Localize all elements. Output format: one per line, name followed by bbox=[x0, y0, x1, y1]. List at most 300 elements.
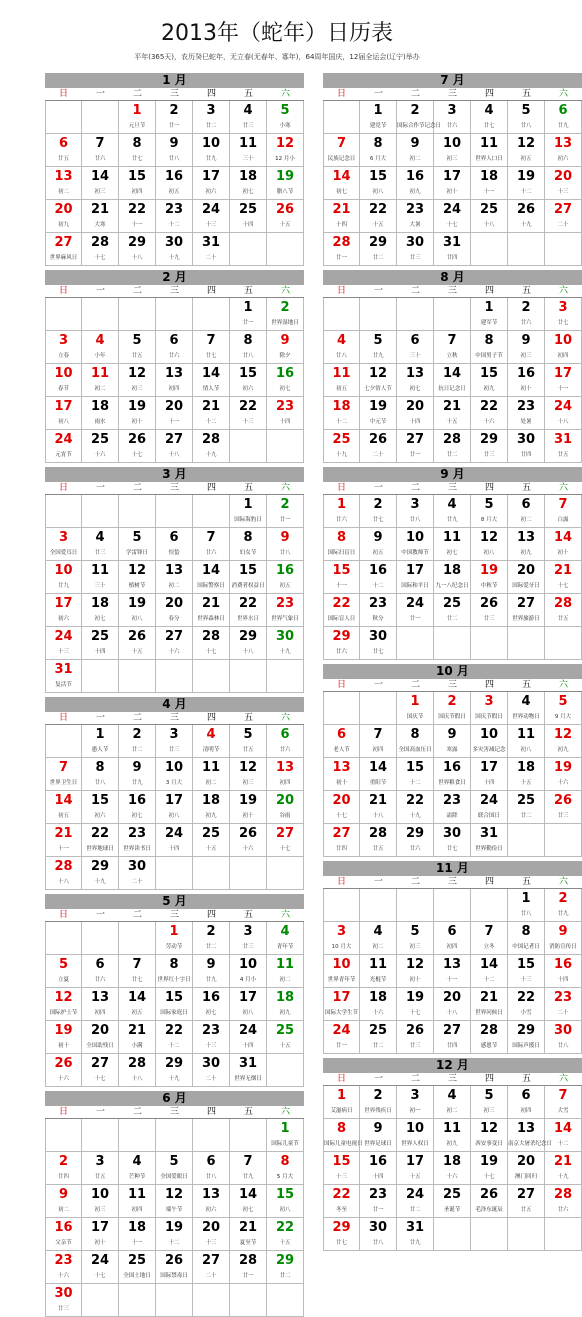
day-number: 23 bbox=[54, 1253, 73, 1268]
day-number: 2 bbox=[132, 727, 142, 742]
day-number: 8 bbox=[280, 1154, 290, 1169]
day-cell bbox=[471, 955, 508, 988]
day-note: 妇女节 bbox=[239, 550, 257, 556]
day-number: 19 bbox=[164, 1220, 184, 1235]
day-number: 3 bbox=[447, 103, 457, 118]
weekday-header: 二 bbox=[397, 482, 434, 495]
day-cell bbox=[508, 594, 545, 627]
weekday-header: 四 bbox=[193, 88, 230, 101]
day-cell bbox=[119, 594, 156, 627]
day-cell bbox=[397, 889, 434, 922]
day-number: 9 bbox=[280, 333, 290, 348]
day-cell bbox=[267, 1152, 304, 1185]
day-number: 7 bbox=[58, 760, 69, 775]
day-note: 廿四 bbox=[57, 1174, 69, 1180]
day-number: 14 bbox=[553, 1121, 573, 1136]
day-cell bbox=[119, 200, 156, 233]
weekday-header: 三 bbox=[434, 88, 471, 101]
day-number: 16 bbox=[405, 169, 425, 184]
day-note: 十一 bbox=[168, 419, 180, 425]
day-number: 18 bbox=[127, 1220, 147, 1235]
day-note: 10 月大 bbox=[331, 944, 352, 950]
day-cell bbox=[545, 430, 582, 463]
day-cell bbox=[434, 1185, 471, 1218]
day-number: 9 bbox=[410, 136, 420, 151]
day-number: 9 bbox=[169, 136, 179, 151]
day-cell bbox=[434, 397, 471, 430]
day-cell bbox=[323, 167, 360, 200]
day-number: 15 bbox=[332, 1154, 351, 1169]
day-number: 11 bbox=[238, 136, 258, 151]
weekday-header: 四 bbox=[471, 679, 508, 692]
day-note: 廿六 bbox=[168, 353, 180, 359]
day-number: 15 bbox=[238, 563, 258, 578]
weekday-header: 一 bbox=[360, 876, 397, 889]
day-number: 29 bbox=[238, 629, 258, 644]
day-note: 十四 bbox=[94, 649, 106, 655]
day-note: 廿八 bbox=[520, 123, 532, 129]
day-note: 廿三 bbox=[557, 813, 569, 819]
day-number: 6 bbox=[410, 333, 420, 348]
day-cell bbox=[230, 758, 267, 791]
day-note: 国际大学生节 bbox=[324, 1010, 358, 1016]
day-note: 初二 bbox=[168, 583, 180, 589]
month-block bbox=[45, 894, 304, 1087]
day-number: 26 bbox=[275, 202, 295, 217]
day-cell bbox=[193, 1152, 230, 1185]
day-note: 劳动节 bbox=[165, 944, 183, 950]
day-cell bbox=[545, 1119, 582, 1152]
day-cell bbox=[230, 331, 267, 364]
day-note: 廿八 bbox=[409, 517, 421, 523]
day-note: 廿二 bbox=[131, 747, 143, 753]
day-number: 15 bbox=[275, 1187, 295, 1202]
day-note: 初九 bbox=[409, 189, 421, 195]
day-note: 世界地球日 bbox=[86, 846, 114, 852]
day-note: 十三 bbox=[205, 1240, 217, 1246]
day-note: 廿一 bbox=[242, 1273, 254, 1279]
day-cell bbox=[267, 988, 304, 1021]
day-cell bbox=[267, 298, 304, 331]
day-note: 廿九 bbox=[557, 123, 569, 129]
day-cell bbox=[193, 955, 230, 988]
day-cell bbox=[508, 692, 545, 725]
day-number: 15 bbox=[90, 793, 110, 808]
day-number: 11 bbox=[442, 1121, 462, 1136]
month-block bbox=[45, 73, 304, 266]
weekday-header: 六 bbox=[545, 679, 582, 692]
day-number: 5 bbox=[373, 333, 383, 348]
day-number: 28 bbox=[368, 826, 388, 841]
day-cell bbox=[119, 298, 156, 331]
day-cell bbox=[119, 528, 156, 561]
day-number: 29 bbox=[127, 235, 147, 250]
day-cell bbox=[45, 364, 82, 397]
day-number: 13 bbox=[332, 760, 351, 775]
weekday-header: 二 bbox=[119, 909, 156, 922]
day-note: 十五 bbox=[520, 780, 532, 786]
day-note: 世界旅游日 bbox=[512, 616, 540, 622]
day-note: 廿一 bbox=[279, 517, 291, 523]
day-number: 12 bbox=[479, 530, 499, 545]
day-number: 25 bbox=[479, 202, 499, 217]
month-label: 3 月 bbox=[45, 467, 304, 482]
day-cell bbox=[360, 1185, 397, 1218]
day-note: 愚人节 bbox=[91, 747, 109, 753]
day-note: 初三 bbox=[94, 1207, 106, 1213]
day-cell bbox=[323, 364, 360, 397]
day-note: 初九 bbox=[57, 222, 69, 228]
day-cell bbox=[508, 331, 545, 364]
day-cell bbox=[119, 101, 156, 134]
day-number: 4 bbox=[132, 1154, 142, 1169]
day-number: 6 bbox=[280, 727, 290, 742]
day-number: 7 bbox=[206, 333, 216, 348]
day-cell bbox=[471, 430, 508, 463]
day-cell bbox=[267, 758, 304, 791]
day-note: 国际海豹日 bbox=[234, 517, 262, 523]
day-cell bbox=[156, 1218, 193, 1251]
day-note: 初二 bbox=[57, 189, 69, 195]
weekday-header: 四 bbox=[471, 88, 508, 101]
day-cell bbox=[434, 922, 471, 955]
day-note: 初二 bbox=[520, 517, 532, 523]
day-note: 廿八 bbox=[94, 780, 106, 786]
day-cell bbox=[397, 397, 434, 430]
day-number: 13 bbox=[275, 760, 295, 775]
day-cell bbox=[267, 397, 304, 430]
day-cell bbox=[397, 758, 434, 791]
day-note: 秋分 bbox=[372, 616, 384, 622]
day-cell bbox=[230, 1021, 267, 1054]
day-note: 寒露 bbox=[446, 747, 458, 753]
day-cell bbox=[82, 1218, 119, 1251]
day-cell bbox=[193, 298, 230, 331]
day-number: 26 bbox=[479, 1187, 499, 1202]
day-number: 2 bbox=[280, 300, 290, 315]
day-cell bbox=[156, 594, 193, 627]
day-cell bbox=[471, 824, 508, 857]
day-cell bbox=[360, 397, 397, 430]
day-cell bbox=[156, 758, 193, 791]
day-cell bbox=[508, 1021, 545, 1054]
day-note: 廿九 bbox=[131, 780, 143, 786]
day-number: 25 bbox=[238, 202, 258, 217]
day-number: 22 bbox=[127, 202, 147, 217]
day-note: 初九 bbox=[483, 386, 495, 392]
day-note: 复活节 bbox=[55, 682, 72, 688]
day-note: 廿六 bbox=[94, 156, 106, 162]
day-note: 二十 bbox=[557, 1010, 569, 1016]
day-number: 21 bbox=[332, 202, 351, 217]
day-note: 十九 bbox=[94, 879, 106, 885]
day-number: 8 bbox=[373, 136, 383, 151]
day-note: 国际盲人日 bbox=[327, 616, 356, 622]
day-cell bbox=[360, 594, 397, 627]
weekday-header: 日 bbox=[45, 482, 82, 495]
weekday-header: 二 bbox=[119, 712, 156, 725]
day-number: 14 bbox=[368, 760, 388, 775]
day-number: 11 bbox=[332, 366, 351, 381]
day-number: 18 bbox=[90, 596, 110, 611]
day-cell bbox=[119, 758, 156, 791]
day-note: 植树节 bbox=[128, 583, 146, 589]
day-cell bbox=[360, 922, 397, 955]
day-note: 初七 bbox=[242, 1207, 254, 1213]
day-cell bbox=[230, 430, 267, 463]
day-cell bbox=[397, 134, 434, 167]
day-cell bbox=[45, 1284, 82, 1317]
day-number: 1 bbox=[280, 1121, 290, 1136]
day-cell bbox=[471, 922, 508, 955]
day-note: 大雪 bbox=[557, 1108, 569, 1114]
day-note: 国际护士节 bbox=[49, 1010, 78, 1016]
day-cell bbox=[193, 134, 230, 167]
day-number: 18 bbox=[332, 399, 351, 414]
day-cell bbox=[323, 561, 360, 594]
day-cell bbox=[45, 1218, 82, 1251]
day-note: 小年 bbox=[94, 353, 106, 359]
day-note: 初九 bbox=[446, 1141, 458, 1147]
day-cell bbox=[545, 167, 582, 200]
day-note: 十六 bbox=[446, 1174, 458, 1180]
day-number: 7 bbox=[373, 727, 383, 742]
day-note: 廿三 bbox=[242, 123, 254, 129]
day-number: 7 bbox=[206, 530, 216, 545]
day-number: 15 bbox=[332, 563, 351, 578]
day-note: 廿七 bbox=[205, 353, 217, 359]
day-note: 老人节 bbox=[333, 747, 350, 753]
day-cell bbox=[267, 857, 304, 890]
day-cell bbox=[360, 495, 397, 528]
day-number: 19 bbox=[127, 399, 147, 414]
day-number: 16 bbox=[275, 366, 295, 381]
day-cell bbox=[545, 364, 582, 397]
day-number: 2 bbox=[521, 300, 531, 315]
weekday-header: 日 bbox=[323, 482, 360, 495]
day-cell bbox=[471, 331, 508, 364]
day-number: 2 bbox=[206, 924, 216, 939]
day-cell bbox=[397, 331, 434, 364]
day-cell bbox=[119, 331, 156, 364]
day-cell bbox=[397, 430, 434, 463]
day-cell bbox=[267, 1284, 304, 1317]
weekday-header: 五 bbox=[230, 1106, 267, 1119]
day-note: 世界人口日 bbox=[475, 156, 503, 162]
day-cell bbox=[193, 988, 230, 1021]
day-note: 立春 bbox=[57, 353, 69, 359]
day-cell bbox=[193, 1119, 230, 1152]
day-number: 19 bbox=[479, 563, 499, 578]
day-cell bbox=[82, 167, 119, 200]
day-number: 7 bbox=[558, 497, 568, 512]
weekday-header: 六 bbox=[267, 88, 304, 101]
day-note: 廿一 bbox=[242, 320, 254, 326]
weekday-header: 四 bbox=[193, 482, 230, 495]
month-block bbox=[323, 861, 577, 1054]
day-note: 初五 bbox=[279, 583, 291, 589]
day-cell bbox=[82, 725, 119, 758]
day-number: 9 bbox=[206, 957, 216, 972]
day-cell bbox=[545, 561, 582, 594]
weekday-header: 六 bbox=[267, 909, 304, 922]
month-block bbox=[323, 270, 573, 463]
day-cell bbox=[193, 1218, 230, 1251]
day-cell bbox=[267, 430, 304, 463]
day-cell bbox=[323, 1185, 360, 1218]
day-cell bbox=[545, 134, 582, 167]
day-number: 9 bbox=[447, 727, 457, 742]
day-note: 世界问候日 bbox=[475, 1010, 503, 1016]
day-note: 廿六 bbox=[520, 320, 532, 326]
day-number: 27 bbox=[553, 202, 573, 217]
day-number: 18 bbox=[442, 1154, 462, 1169]
day-note: 十八 bbox=[168, 452, 180, 458]
day-number: 30 bbox=[368, 629, 388, 644]
day-cell bbox=[397, 922, 434, 955]
day-cell bbox=[193, 660, 230, 693]
day-cell bbox=[397, 627, 434, 660]
day-cell bbox=[434, 134, 471, 167]
day-number: 7 bbox=[558, 1088, 568, 1103]
day-number: 1 bbox=[521, 891, 531, 906]
day-cell bbox=[230, 922, 267, 955]
day-number: 23 bbox=[553, 990, 573, 1005]
day-number: 12 bbox=[553, 727, 573, 742]
day-cell bbox=[397, 1218, 434, 1251]
day-note: 清明节 bbox=[202, 747, 220, 753]
day-note: 冬至 bbox=[335, 1207, 347, 1213]
day-number: 13 bbox=[405, 366, 425, 381]
weekday-header: 一 bbox=[82, 712, 119, 725]
day-cell bbox=[508, 824, 545, 857]
day-note: 廿六 bbox=[205, 550, 217, 556]
day-number: 3 bbox=[243, 924, 253, 939]
day-number: 11 bbox=[127, 1187, 147, 1202]
day-number: 28 bbox=[127, 1056, 147, 1071]
day-cell bbox=[267, 1119, 304, 1152]
day-cell bbox=[193, 167, 230, 200]
day-cell bbox=[508, 1218, 545, 1251]
day-cell bbox=[45, 167, 82, 200]
day-cell bbox=[471, 594, 508, 627]
day-cell bbox=[545, 955, 582, 988]
day-cell bbox=[545, 233, 582, 266]
day-number: 10 bbox=[164, 760, 184, 775]
day-number: 16 bbox=[368, 1154, 388, 1169]
day-number: 5 bbox=[521, 103, 531, 118]
day-note: 廿一 bbox=[409, 452, 421, 458]
day-number: 14 bbox=[553, 530, 573, 545]
day-number: 15 bbox=[516, 957, 536, 972]
day-cell bbox=[508, 134, 545, 167]
day-cell bbox=[545, 495, 582, 528]
day-cell bbox=[471, 692, 508, 725]
day-note: 国际儿童节 bbox=[271, 1141, 299, 1147]
day-note: 廿二 bbox=[372, 1043, 384, 1049]
day-note: 十七 bbox=[131, 452, 143, 458]
day-note: 元旦节 bbox=[128, 123, 146, 129]
day-note: 建军节 bbox=[480, 320, 498, 326]
day-number: 12 bbox=[405, 957, 425, 972]
day-number: 2 bbox=[373, 1088, 383, 1103]
day-number: 16 bbox=[553, 957, 573, 972]
day-note: 初六 bbox=[205, 1207, 217, 1213]
day-number: 24 bbox=[405, 596, 425, 611]
day-note: 国际儿童电视日 bbox=[324, 1141, 363, 1147]
day-number: 26 bbox=[368, 432, 388, 447]
month-label: 5 月 bbox=[45, 894, 304, 909]
day-cell bbox=[82, 528, 119, 561]
day-note: 廿八 bbox=[242, 353, 254, 359]
day-cell bbox=[434, 1086, 471, 1119]
day-number: 31 bbox=[238, 1056, 258, 1071]
day-number: 16 bbox=[164, 169, 184, 184]
day-cell bbox=[230, 857, 267, 890]
day-note: 十六 bbox=[168, 649, 180, 655]
day-number: 13 bbox=[54, 169, 73, 184]
day-note: 全国爱耳日 bbox=[49, 550, 78, 556]
day-cell bbox=[230, 1284, 267, 1317]
day-note: 二十 bbox=[131, 879, 143, 885]
weekday-header: 一 bbox=[82, 482, 119, 495]
day-cell bbox=[156, 725, 193, 758]
day-number: 10 bbox=[54, 366, 73, 381]
day-number: 2 bbox=[447, 694, 457, 709]
day-cell bbox=[267, 134, 304, 167]
day-cell bbox=[471, 298, 508, 331]
day-number: 12 bbox=[127, 366, 147, 381]
day-cell bbox=[82, 397, 119, 430]
day-number: 21 bbox=[553, 563, 573, 578]
day-cell bbox=[267, 660, 304, 693]
day-note: 初四 bbox=[279, 780, 291, 786]
day-cell bbox=[193, 1021, 230, 1054]
day-number: 25 bbox=[90, 432, 110, 447]
day-cell bbox=[397, 725, 434, 758]
day-cell bbox=[471, 1021, 508, 1054]
day-number: 20 bbox=[442, 990, 462, 1005]
day-number: 20 bbox=[553, 169, 573, 184]
day-note: 初七 bbox=[242, 189, 254, 195]
day-number: 8 bbox=[95, 760, 105, 775]
day-note: 世界卫生日 bbox=[49, 780, 78, 786]
day-note: 初三 bbox=[409, 944, 421, 950]
day-number: 26 bbox=[127, 629, 147, 644]
day-cell bbox=[156, 528, 193, 561]
day-cell bbox=[360, 889, 397, 922]
weekday-header: 四 bbox=[193, 1106, 230, 1119]
day-note: 3 月大 bbox=[165, 780, 183, 786]
day-note: 联合国日 bbox=[477, 813, 500, 819]
day-number: 10 bbox=[442, 136, 462, 151]
day-note: 世界青年节 bbox=[327, 977, 356, 983]
day-note: 初二 bbox=[279, 977, 291, 983]
day-number: 4 bbox=[95, 530, 105, 545]
day-note: 初十 bbox=[520, 386, 532, 392]
day-note: 重阳节 bbox=[369, 780, 387, 786]
day-cell bbox=[323, 495, 360, 528]
day-number: 10 bbox=[405, 530, 425, 545]
day-cell bbox=[156, 298, 193, 331]
day-number: 14 bbox=[238, 1187, 258, 1202]
day-cell bbox=[434, 561, 471, 594]
day-cell bbox=[119, 824, 156, 857]
day-note: 廿二 bbox=[205, 123, 217, 129]
day-note: 二十 bbox=[372, 452, 384, 458]
day-cell bbox=[267, 725, 304, 758]
day-cell bbox=[323, 101, 360, 134]
